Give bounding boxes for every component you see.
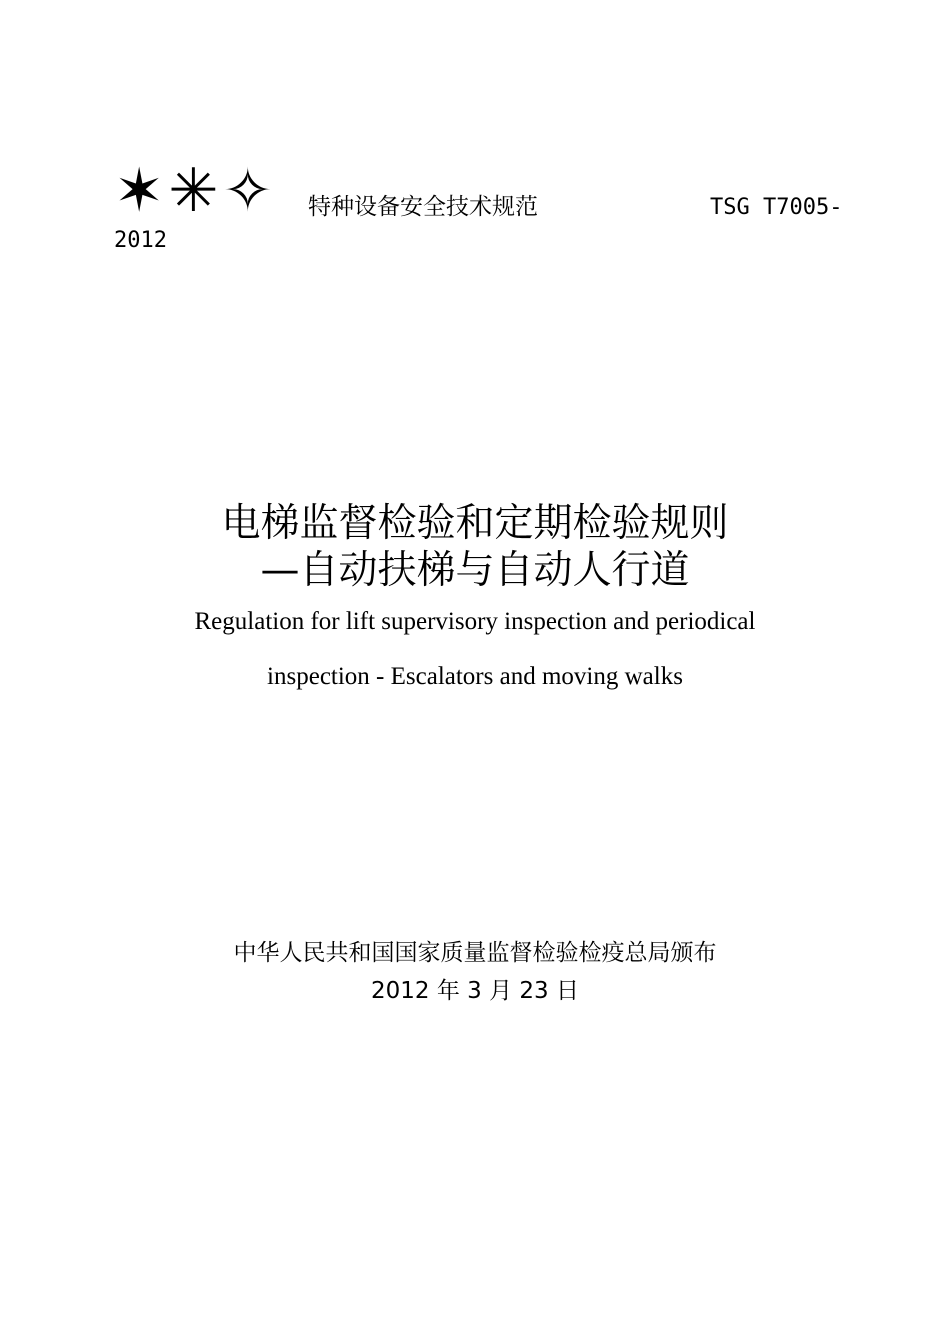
title-en-line2: inspection - Escalators and moving walks — [267, 663, 683, 690]
four-point-star-icon: ✧ — [222, 156, 273, 226]
issuing-authority: 中华人民共和国国家质量监督检验检疫总局颁布 — [233, 940, 717, 966]
title-cn-line1: 电梯监督检验和定期检验规则 — [221, 501, 729, 546]
title-en-line1: Regulation for lift supervisory inspection and periodical — [194, 608, 756, 635]
title-cn-line2: —自动扶梯与自动人行道 — [260, 548, 690, 593]
title-block — [0, 500, 950, 594]
document-code: TSG T7005- — [710, 195, 843, 220]
issue-date: 2012 年 3 月 23 日 — [371, 978, 579, 1004]
document-code-year: 2012 — [114, 228, 167, 253]
document-category: 特种设备安全技术规范 — [308, 194, 538, 220]
six-point-star-icon: ✶ — [114, 156, 165, 226]
asterisk-star-icon: ✳ — [168, 156, 219, 226]
header-symbols — [114, 156, 273, 226]
